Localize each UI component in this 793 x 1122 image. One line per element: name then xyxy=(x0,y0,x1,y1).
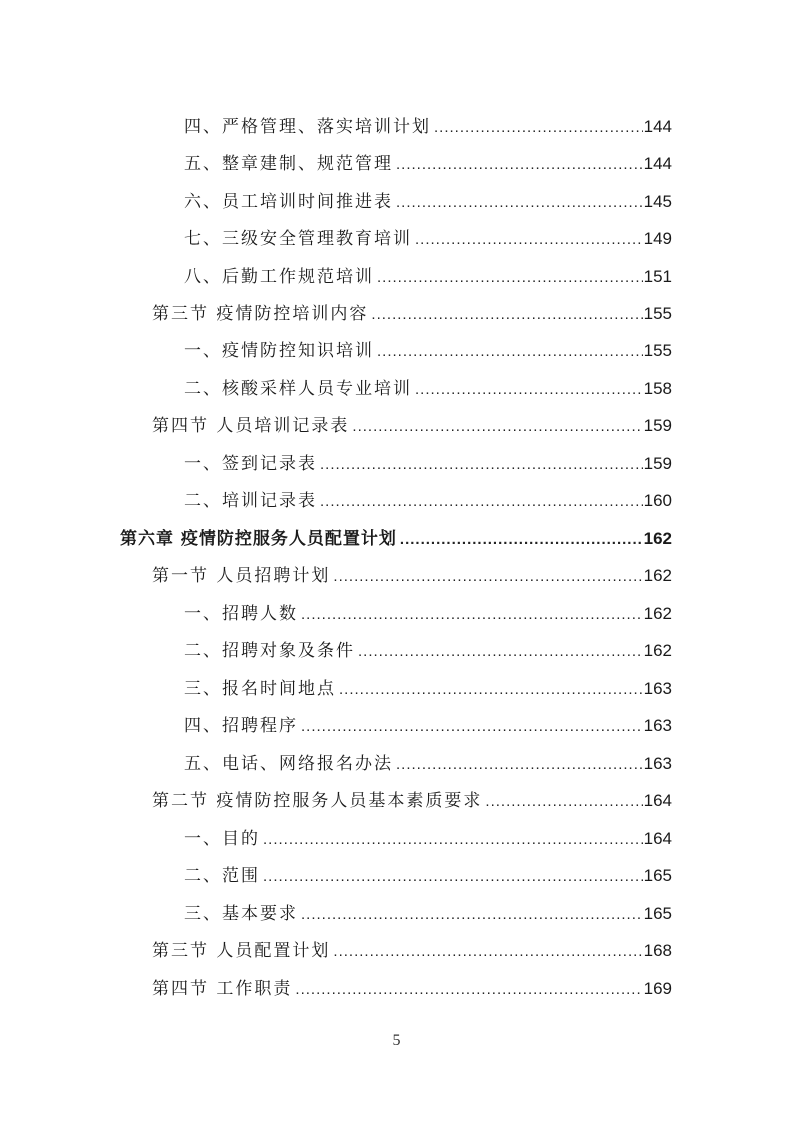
toc-entry-label: 第三节 疫情防控培训内容 xyxy=(152,303,371,325)
toc-entry-label: 第六章 疫情防控服务人员配置计划 xyxy=(120,528,400,550)
toc-leader-dots xyxy=(295,980,642,1000)
toc-entry-label: 二、核酸采样人员专业培训 xyxy=(184,378,415,400)
toc-entry-page: 155 xyxy=(643,304,672,323)
toc-entry-label: 三、报名时间地点 xyxy=(184,678,339,700)
toc-entry[interactable] xyxy=(184,176,672,213)
toc-entry[interactable] xyxy=(184,663,672,700)
toc-entry[interactable] xyxy=(184,700,672,737)
toc-entry[interactable] xyxy=(184,888,672,925)
toc-entry-page: 160 xyxy=(643,491,672,510)
toc-entry[interactable] xyxy=(184,101,672,138)
toc-entry-page: 144 xyxy=(643,154,672,173)
toc-entry[interactable] xyxy=(184,213,672,250)
toc-entry-label: 第四节 工作职责 xyxy=(152,978,295,1000)
toc-chapter-entry[interactable] xyxy=(120,513,672,550)
toc-entry-label: 二、招聘对象及条件 xyxy=(184,640,358,662)
toc-entry[interactable] xyxy=(184,438,672,475)
toc-entry-page: 163 xyxy=(643,716,672,735)
toc-leader-dots xyxy=(301,605,643,625)
toc-entry[interactable] xyxy=(184,363,672,400)
toc-section-entry[interactable] xyxy=(152,963,672,1000)
toc-entry-label: 六、员工培训时间推进表 xyxy=(184,191,396,213)
toc-leader-dots xyxy=(320,455,643,475)
toc-entry-label: 五、电话、网络报名办法 xyxy=(184,753,396,775)
toc-entry-page: 159 xyxy=(643,454,672,473)
toc-entry-label: 七、三级安全管理教育培训 xyxy=(184,228,415,250)
toc-entry-label: 一、招聘人数 xyxy=(184,603,301,625)
toc-entry[interactable] xyxy=(184,475,672,512)
toc-leader-dots xyxy=(333,567,642,587)
toc-entry-page: 155 xyxy=(643,341,672,360)
toc-entry-label: 第四节 人员培训记录表 xyxy=(152,415,352,437)
toc-entry[interactable] xyxy=(184,251,672,288)
toc-entry-page: 151 xyxy=(643,267,672,286)
toc-leader-dots xyxy=(396,193,643,213)
toc-leader-dots xyxy=(377,342,643,362)
toc-leader-dots xyxy=(485,792,642,812)
toc-entry-page: 149 xyxy=(643,229,672,248)
toc-entry-page: 144 xyxy=(643,117,672,136)
toc-entry-page: 162 xyxy=(643,529,672,548)
toc-entry-label: 三、基本要求 xyxy=(184,903,301,925)
toc-section-entry[interactable] xyxy=(152,550,672,587)
toc-leader-dots xyxy=(396,155,643,175)
toc-section-entry[interactable] xyxy=(152,288,672,325)
toc-leader-dots xyxy=(320,492,643,512)
toc-entry-page: 165 xyxy=(643,866,672,885)
toc-entry-label: 第二节 疫情防控服务人员基本素质要求 xyxy=(152,790,485,812)
toc-section-entry[interactable] xyxy=(152,400,672,437)
toc-entry[interactable] xyxy=(184,588,672,625)
toc-leader-dots xyxy=(400,530,643,550)
toc-entry[interactable] xyxy=(184,325,672,362)
toc-entry-label: 八、后勤工作规范培训 xyxy=(184,266,377,288)
toc-entry-page: 162 xyxy=(643,566,672,585)
toc-leader-dots xyxy=(301,717,643,737)
toc-entry-page: 162 xyxy=(643,604,672,623)
toc-entry-page: 163 xyxy=(643,679,672,698)
toc-entry-label: 四、招聘程序 xyxy=(184,715,301,737)
toc-entry-page: 165 xyxy=(643,904,672,923)
toc-entry[interactable] xyxy=(184,850,672,887)
toc-leader-dots xyxy=(301,905,643,925)
toc-entry[interactable] xyxy=(184,625,672,662)
toc-entry[interactable] xyxy=(184,738,672,775)
toc-entry-page: 158 xyxy=(643,379,672,398)
toc-entry-page: 164 xyxy=(643,829,672,848)
toc-entry-label: 第三节 人员配置计划 xyxy=(152,940,333,962)
toc-leader-dots xyxy=(333,942,642,962)
toc-leader-dots xyxy=(415,380,643,400)
toc-leader-dots xyxy=(377,268,643,288)
toc-entry-label: 五、整章建制、规范管理 xyxy=(184,153,396,175)
toc-entry[interactable] xyxy=(184,138,672,175)
toc-leader-dots xyxy=(434,118,643,138)
toc-entry-label: 二、范围 xyxy=(184,865,263,887)
toc-entry-page: 163 xyxy=(643,754,672,773)
toc-leader-dots xyxy=(415,230,643,250)
toc-leader-dots xyxy=(358,642,643,662)
toc-leader-dots xyxy=(263,867,643,887)
toc-entry-label: 一、签到记录表 xyxy=(184,453,320,475)
toc-leader-dots xyxy=(371,305,642,325)
toc-leader-dots xyxy=(339,680,643,700)
page-number: 5 xyxy=(392,1032,401,1049)
toc-entry-page: 164 xyxy=(643,791,672,810)
toc-leader-dots xyxy=(396,755,643,775)
toc-entry-page: 159 xyxy=(643,416,672,435)
toc-leader-dots xyxy=(352,417,642,437)
toc-section-entry[interactable] xyxy=(152,775,672,812)
toc-entry[interactable] xyxy=(184,813,672,850)
toc-leader-dots xyxy=(263,830,643,850)
toc-entry-page: 145 xyxy=(643,192,672,211)
toc-entry-page: 162 xyxy=(643,641,672,660)
toc-entry-page: 168 xyxy=(643,941,672,960)
toc-entry-page: 169 xyxy=(643,979,672,998)
toc-entry-label: 一、目的 xyxy=(184,828,263,850)
toc-entry-label: 四、严格管理、落实培训计划 xyxy=(184,116,434,138)
toc-section-entry[interactable] xyxy=(152,925,672,962)
toc-entry-label: 一、疫情防控知识培训 xyxy=(184,340,377,362)
toc-entry-label: 第一节 人员招聘计划 xyxy=(152,565,333,587)
toc-entry-label: 二、培训记录表 xyxy=(184,490,320,512)
